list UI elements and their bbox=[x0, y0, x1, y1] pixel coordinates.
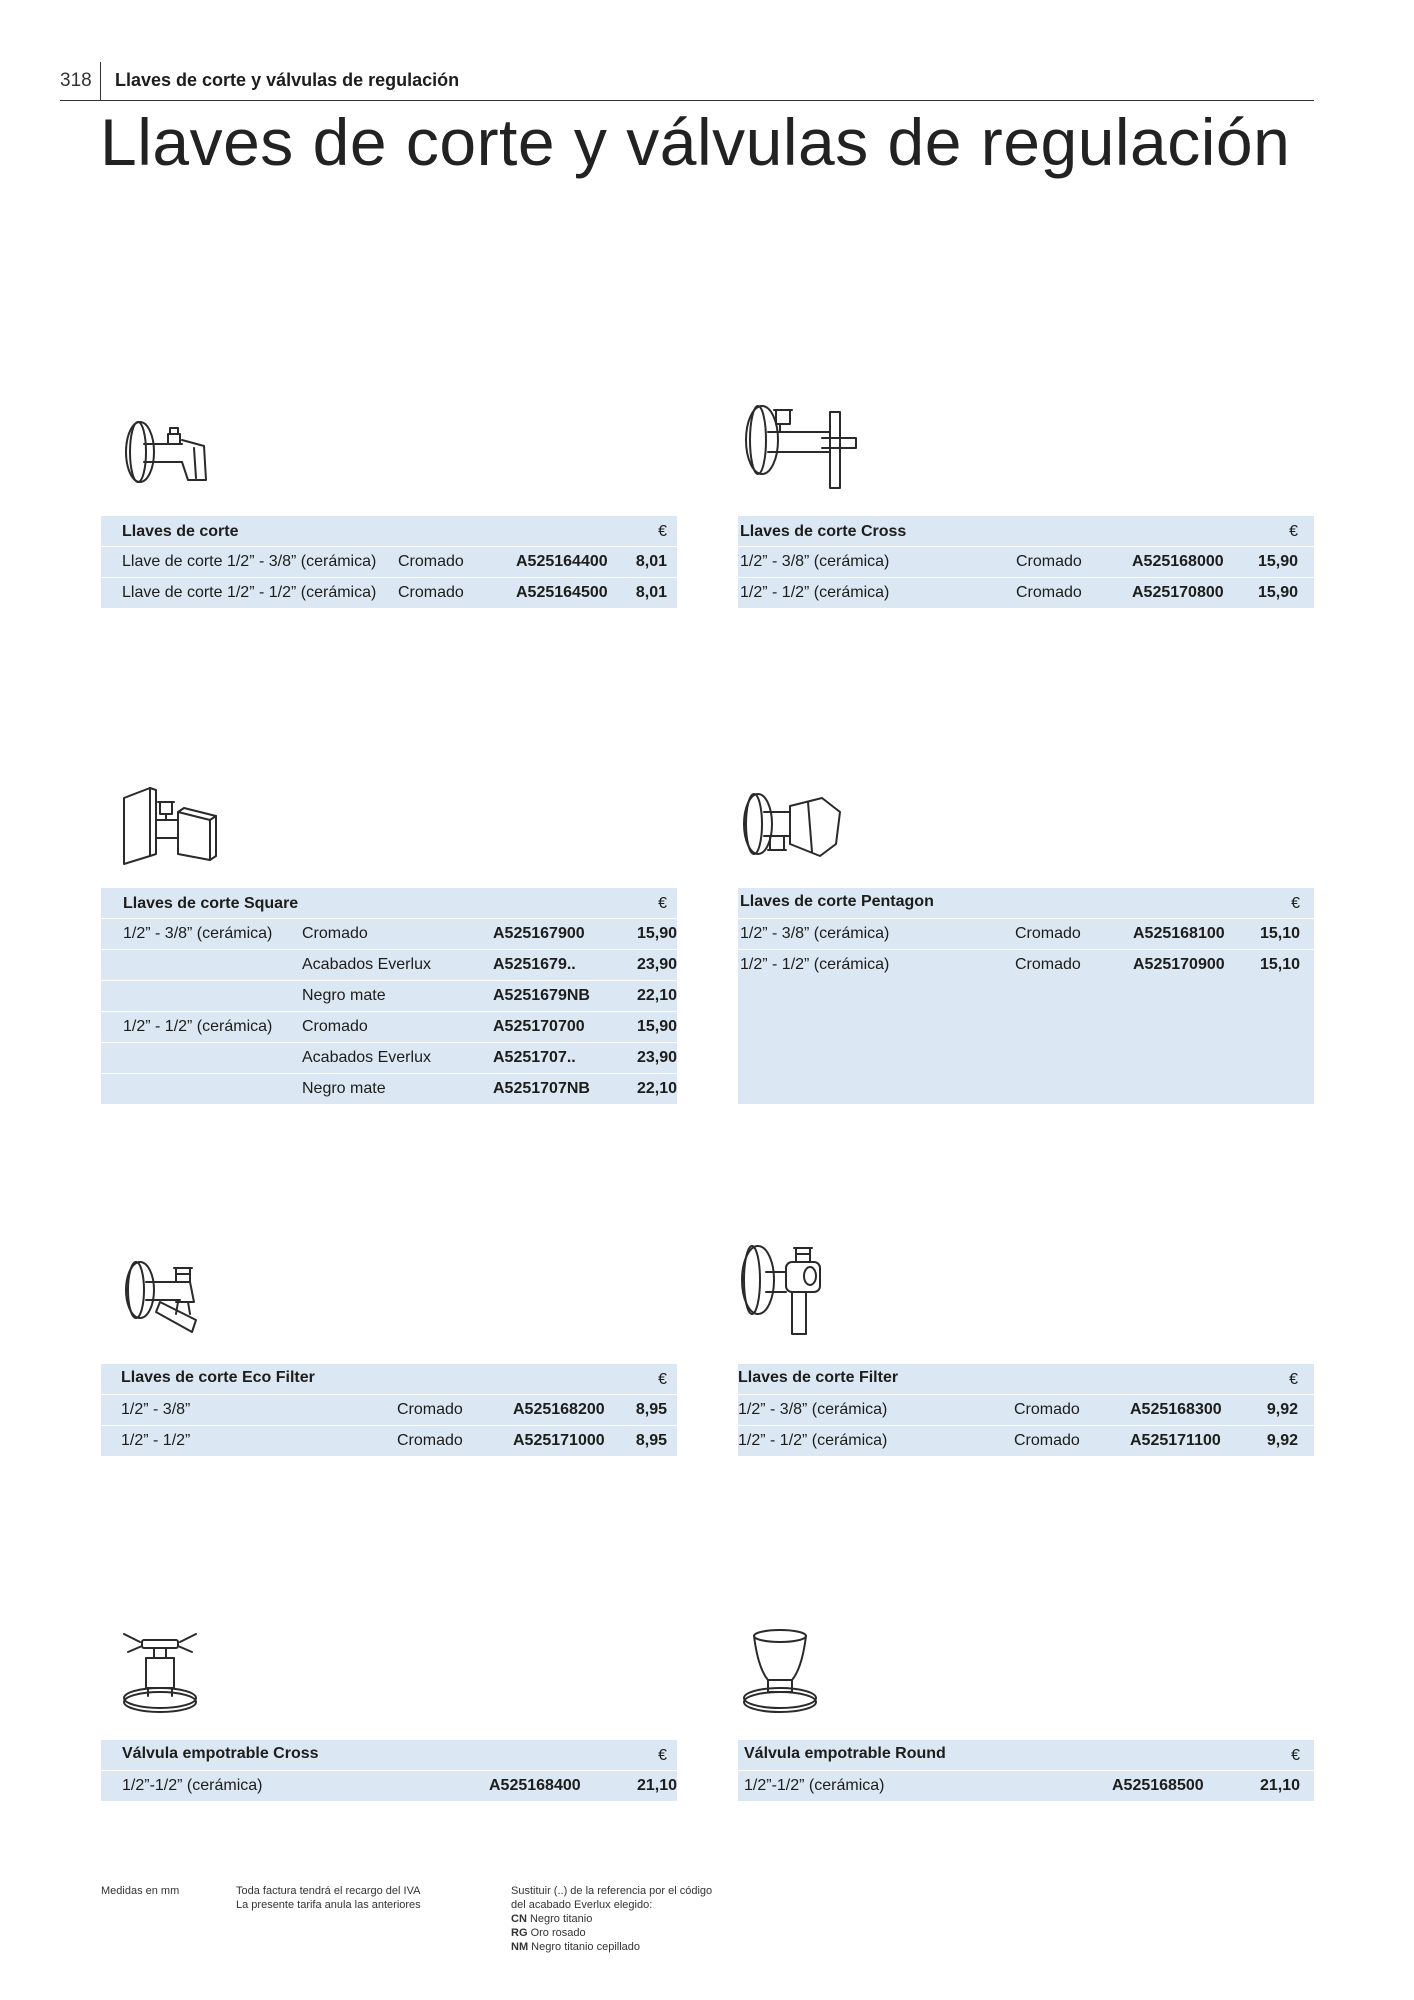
row-reference: A5251679NB bbox=[493, 987, 590, 1004]
row-price: 21,10 bbox=[636, 1777, 677, 1794]
table-row bbox=[101, 578, 677, 608]
table-header bbox=[738, 1740, 1314, 1771]
table-row bbox=[101, 1395, 677, 1426]
row-price: 22,10 bbox=[636, 987, 677, 1004]
row-description: 1/2” - 3/8” (cerámica) bbox=[740, 925, 890, 942]
table-valvula-empotrable-cross bbox=[101, 1740, 677, 1801]
row-reference: A525170900 bbox=[1133, 956, 1225, 973]
row-price: 15,90 bbox=[1257, 553, 1298, 570]
angle-valve-filter-icon bbox=[734, 1238, 840, 1336]
row-finish: Cromado bbox=[398, 584, 464, 601]
running-title: Llaves de corte y válvulas de regulación bbox=[115, 70, 460, 90]
row-description: 1/2” - 3/8” (cerámica) bbox=[738, 1401, 888, 1418]
row-price: 9,92 bbox=[1266, 1432, 1298, 1449]
row-reference: A525170800 bbox=[1132, 584, 1224, 601]
currency-label: € bbox=[1291, 895, 1300, 912]
row-finish: Cromado bbox=[1014, 1432, 1080, 1449]
row-reference: A525168000 bbox=[1132, 553, 1224, 570]
row-description: 1/2” - 1/2” (cerámica) bbox=[740, 956, 890, 973]
footer-iva-line: La presente tarifa anula las anteriores bbox=[236, 1899, 421, 1911]
row-price: 23,90 bbox=[636, 956, 677, 973]
page-header bbox=[60, 62, 1314, 101]
table-header bbox=[101, 888, 677, 919]
currency-label: € bbox=[658, 895, 667, 912]
row-finish: Negro mate bbox=[302, 987, 386, 1004]
section-title: Llaves de corte Cross bbox=[740, 523, 907, 540]
footer-everlux-codes bbox=[511, 1884, 712, 1954]
row-finish: Negro mate bbox=[302, 1080, 386, 1097]
table-row bbox=[738, 578, 1314, 608]
table-row bbox=[101, 1426, 677, 1456]
row-description: 1/2” - 1/2” (cerámica) bbox=[740, 584, 890, 601]
table-llaves-de-corte-cross bbox=[738, 516, 1314, 608]
angle-valve-lever-icon bbox=[118, 416, 218, 492]
page-number: 318 bbox=[60, 70, 92, 91]
table-row bbox=[101, 950, 677, 981]
table-row bbox=[101, 1012, 677, 1043]
section-title: Llaves de corte Pentagon bbox=[740, 893, 934, 910]
row-description: 1/2” - 3/8” bbox=[121, 1401, 191, 1418]
footer-iva-note bbox=[236, 1884, 421, 1912]
row-description: 1/2” - 3/8” (cerámica) bbox=[740, 553, 890, 570]
row-description: 1/2”-1/2” (cerámica) bbox=[744, 1777, 885, 1794]
row-finish: Acabados Everlux bbox=[302, 1049, 431, 1066]
table-row bbox=[101, 547, 677, 578]
row-description: 1/2” - 1/2” (cerámica) bbox=[123, 1018, 273, 1035]
row-reference: A5251707NB bbox=[493, 1080, 590, 1097]
table-row bbox=[101, 1043, 677, 1074]
row-description: 1/2” - 1/2” (cerámica) bbox=[738, 1432, 888, 1449]
row-reference: A5251707.. bbox=[493, 1049, 576, 1066]
row-reference: A525168400 bbox=[489, 1777, 581, 1794]
table-header bbox=[101, 1740, 677, 1771]
footer-code-item bbox=[511, 1912, 712, 1926]
table-header bbox=[738, 888, 1314, 919]
row-finish: Cromado bbox=[1016, 553, 1082, 570]
row-finish: Cromado bbox=[1016, 584, 1082, 601]
finish-code: NM bbox=[511, 1941, 529, 1953]
row-price: 15,10 bbox=[1259, 956, 1300, 973]
table-llaves-de-corte bbox=[101, 516, 677, 608]
row-reference: A525171100 bbox=[1130, 1432, 1221, 1449]
footer-code-item bbox=[511, 1940, 712, 1954]
row-price: 22,10 bbox=[636, 1080, 677, 1097]
row-description: 1/2” - 3/8” (cerámica) bbox=[123, 925, 273, 942]
row-price: 15,90 bbox=[1257, 584, 1298, 601]
table-header bbox=[738, 516, 1314, 547]
footer-measures bbox=[101, 1884, 179, 1898]
finish-code: RG bbox=[511, 1927, 528, 1939]
table-row bbox=[738, 919, 1314, 950]
angle-valve-cross-icon bbox=[738, 400, 864, 490]
table-header bbox=[738, 1364, 1314, 1395]
row-reference: A525164400 bbox=[516, 553, 608, 570]
table-row bbox=[101, 1771, 677, 1801]
header-divider bbox=[100, 62, 101, 100]
row-price: 8,95 bbox=[635, 1401, 667, 1418]
row-description: Llave de corte 1/2” - 1/2” (cerámica) bbox=[122, 584, 377, 601]
row-description: 1/2”-1/2” (cerámica) bbox=[122, 1777, 263, 1794]
section-title: Llaves de corte Filter bbox=[738, 1369, 899, 1386]
row-description: Llave de corte 1/2” - 3/8” (cerámica) bbox=[122, 553, 377, 570]
finish-name: Negro titanio bbox=[529, 1913, 593, 1925]
concealed-valve-round-icon bbox=[740, 1628, 820, 1714]
row-finish: Cromado bbox=[1015, 925, 1081, 942]
currency-label: € bbox=[658, 1371, 667, 1388]
table-header bbox=[101, 516, 677, 547]
row-finish: Cromado bbox=[398, 553, 464, 570]
row-reference: A525168300 bbox=[1130, 1401, 1222, 1418]
table-llaves-de-corte-filter bbox=[738, 1364, 1314, 1456]
row-reference: A525170700 bbox=[493, 1018, 585, 1035]
row-price: 8,01 bbox=[635, 584, 667, 601]
footer-iva-line: Toda factura tendrá el recargo del IVA bbox=[236, 1885, 421, 1897]
footer-substitute-line: del acabado Everlux elegido: bbox=[511, 1899, 653, 1911]
footer-code-item bbox=[511, 1926, 712, 1940]
row-price: 15,10 bbox=[1259, 925, 1300, 942]
row-reference: A525168500 bbox=[1112, 1777, 1204, 1794]
row-finish: Cromado bbox=[1014, 1401, 1080, 1418]
row-price: 8,95 bbox=[635, 1432, 667, 1449]
currency-label: € bbox=[658, 1747, 667, 1764]
row-finish: Cromado bbox=[397, 1401, 463, 1418]
section-title: Válvula empotrable Cross bbox=[122, 1745, 319, 1762]
table-row bbox=[738, 1771, 1314, 1801]
currency-label: € bbox=[1289, 523, 1298, 540]
table-row bbox=[738, 1426, 1314, 1456]
row-price: 15,90 bbox=[636, 1018, 677, 1035]
angle-valve-pentagon-icon bbox=[736, 788, 850, 864]
footer-substitute-line: Sustituir (..) de la referencia por el código bbox=[511, 1885, 713, 1897]
row-reference: A525168100 bbox=[1133, 925, 1225, 942]
table-row bbox=[101, 981, 677, 1012]
row-price: 9,92 bbox=[1266, 1401, 1298, 1418]
currency-label: € bbox=[658, 523, 667, 540]
table-valvula-empotrable-round bbox=[738, 1740, 1314, 1801]
row-finish: Cromado bbox=[1015, 956, 1081, 973]
currency-label: € bbox=[1291, 1747, 1300, 1764]
finish-name: Negro titanio cepillado bbox=[531, 1941, 641, 1953]
table-row bbox=[101, 1074, 677, 1104]
table-llaves-de-corte-square bbox=[101, 888, 677, 1104]
row-price: 21,10 bbox=[1259, 1777, 1300, 1794]
table-row bbox=[738, 1395, 1314, 1426]
section-title: Llaves de corte Eco Filter bbox=[121, 1369, 315, 1386]
row-description: 1/2” - 1/2” bbox=[121, 1432, 191, 1449]
row-price: 8,01 bbox=[635, 553, 667, 570]
row-reference: A525168200 bbox=[513, 1401, 605, 1418]
page-title: Llaves de corte y válvulas de regulación bbox=[100, 105, 1291, 179]
concealed-valve-cross-icon bbox=[120, 1630, 200, 1714]
row-finish: Cromado bbox=[302, 1018, 368, 1035]
footer-measures-text: Medidas en mm bbox=[101, 1885, 180, 1897]
row-reference: A525171000 bbox=[513, 1432, 605, 1449]
row-reference: A525164500 bbox=[516, 584, 608, 601]
table-row bbox=[738, 547, 1314, 578]
table-llaves-de-corte-pentagon bbox=[738, 888, 1314, 1104]
row-finish: Acabados Everlux bbox=[302, 956, 431, 973]
row-price: 15,90 bbox=[636, 925, 677, 942]
section-title: Llaves de corte bbox=[122, 523, 239, 540]
section-title: Llaves de corte Square bbox=[123, 895, 299, 912]
finish-code: CN bbox=[511, 1913, 527, 1925]
angle-valve-eco-filter-icon bbox=[120, 1254, 210, 1336]
table-row bbox=[738, 950, 1314, 980]
row-reference: A5251679.. bbox=[493, 956, 576, 973]
finish-name: Oro rosado bbox=[530, 1927, 586, 1939]
row-reference: A525167900 bbox=[493, 925, 585, 942]
table-row bbox=[101, 919, 677, 950]
table-header bbox=[101, 1364, 677, 1395]
table-llaves-de-corte-eco-filter bbox=[101, 1364, 677, 1456]
row-finish: Cromado bbox=[397, 1432, 463, 1449]
currency-label: € bbox=[1289, 1371, 1298, 1388]
row-price: 23,90 bbox=[636, 1049, 677, 1066]
angle-valve-square-icon bbox=[120, 786, 220, 866]
section-title: Válvula empotrable Round bbox=[744, 1745, 946, 1762]
row-finish: Cromado bbox=[302, 925, 368, 942]
